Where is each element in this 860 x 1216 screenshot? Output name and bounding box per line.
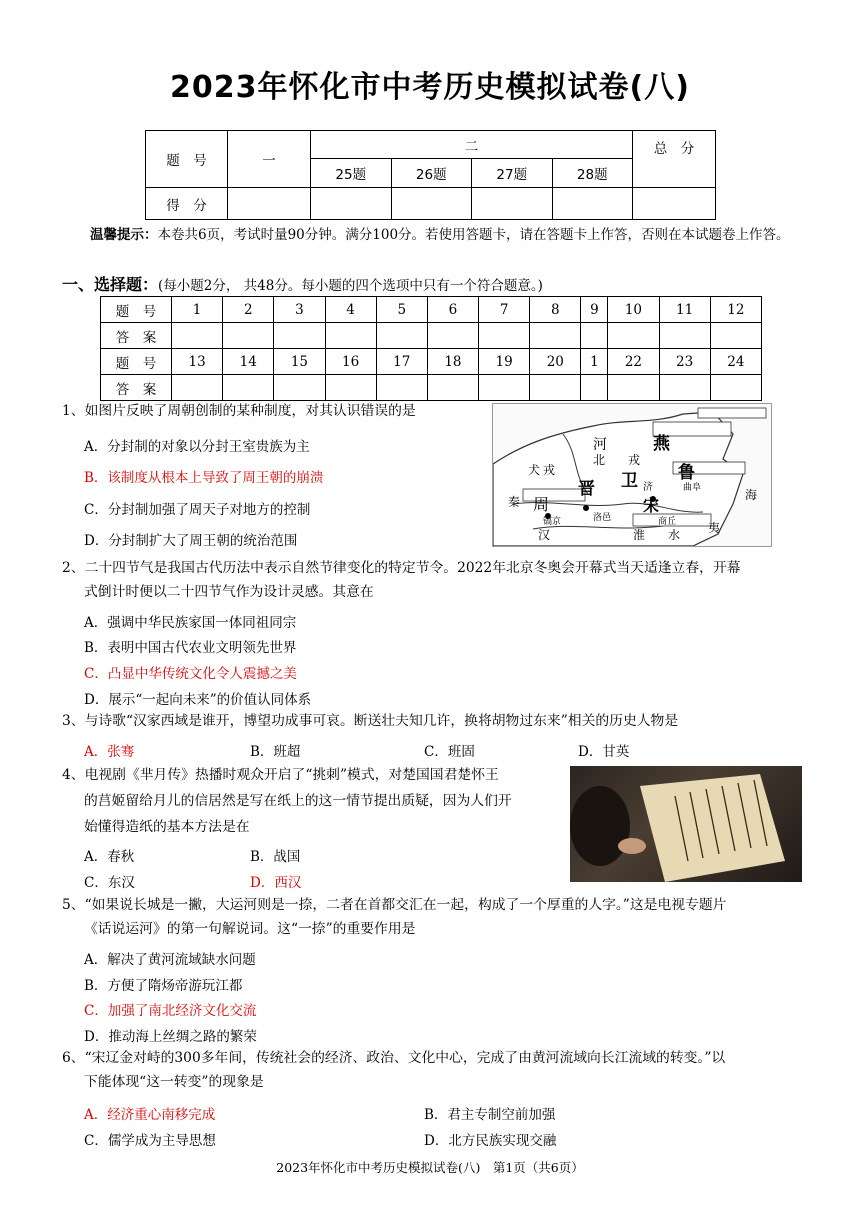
map-label: 晋: [578, 479, 595, 499]
map-label: 秦: [508, 495, 521, 509]
qnum: 15: [274, 349, 325, 375]
map-label: 宋: [643, 496, 660, 515]
answer-cell[interactable]: [530, 323, 581, 349]
map-label: 周: [533, 495, 550, 514]
qnum: 18: [427, 349, 478, 375]
score-sub-28: 28题: [552, 159, 633, 188]
qnum: 23: [659, 349, 710, 375]
answer-row-label: 题 号: [101, 297, 172, 323]
q6-option-b[interactable]: B．君主专制空前加强: [424, 1107, 556, 1123]
q5-option-b[interactable]: B．方便了隋炀帝游玩江都: [84, 978, 243, 994]
map-label: 燕: [653, 434, 670, 454]
qnum: 17: [376, 349, 427, 375]
question-6-stem-line1: 6、“宋辽金对峙的300多年间，传统社会的经济、政治、文化中心，完成了由黄河流域向长江流域的转变。”以: [62, 1050, 726, 1066]
score-cell[interactable]: [633, 188, 716, 220]
qnum: 9: [581, 297, 608, 323]
qnum: 1: [581, 349, 608, 375]
q3-option-a[interactable]: A．张骞: [84, 744, 135, 760]
answer-cell[interactable]: [223, 323, 274, 349]
section-title: 一、选择题：: [62, 275, 159, 294]
q1-option-b[interactable]: B．该制度从根本上导致了周王朝的崩溃: [84, 470, 324, 486]
question-2-stem-line1: 2、二十四节气是我国古代历法中表示自然节律变化的特定节令。2022年北京冬奥会开幕式当天适逢立春，开幕: [62, 560, 741, 576]
score-row-defen: 得 分: [146, 188, 228, 220]
answer-cell[interactable]: [325, 323, 376, 349]
answer-cell[interactable]: [581, 323, 608, 349]
map-label: 卫: [621, 471, 638, 491]
answer-cell[interactable]: [581, 375, 608, 401]
qnum: 16: [325, 349, 376, 375]
q4-option-d[interactable]: D．西汉: [250, 875, 302, 891]
question-1-stem: 1、如图片反映了周朝创制的某种制度，对其认识错误的是: [62, 403, 416, 419]
q2-option-a[interactable]: A．强调中华民族家国一体同祖同宗: [84, 615, 297, 631]
map-label: 济: [643, 482, 653, 493]
answer-cell[interactable]: [376, 323, 427, 349]
answer-cell[interactable]: [223, 375, 274, 401]
map-label: 镐京: [543, 517, 562, 527]
q6-option-a[interactable]: A．经济重心南移完成: [84, 1107, 216, 1123]
answer-cell[interactable]: [479, 375, 530, 401]
score-cell[interactable]: [552, 188, 633, 220]
q1-option-a[interactable]: A．分封制的对象以分封王室贵族为主: [84, 439, 310, 455]
map-label: 洛邑: [593, 513, 612, 523]
score-cell[interactable]: [391, 188, 472, 220]
q6-option-c[interactable]: C．儒学成为主导思想: [84, 1133, 216, 1149]
q5-option-d[interactable]: D．推动海上丝绸之路的繁荣: [84, 1029, 257, 1045]
answer-row-label: 答 案: [101, 375, 172, 401]
page-footer: 2023年怀化市中考历史模拟试卷(八) 第1页（共6页）: [276, 1160, 584, 1175]
map-graphic: [493, 404, 771, 546]
q4-option-a[interactable]: A．春秋: [84, 849, 135, 865]
zhou-fenfeng-map: [492, 403, 772, 547]
map-label: 商丘: [658, 517, 677, 527]
answer-table: [100, 296, 762, 401]
qnum: 24: [710, 349, 761, 375]
page-title: 2023年怀化市中考历史模拟试卷(八): [170, 70, 690, 105]
score-header-yi: 一: [228, 131, 311, 188]
answer-cell[interactable]: [608, 375, 659, 401]
map-label: 戎: [543, 463, 556, 477]
qnum: 4: [325, 297, 376, 323]
question-4-stem-line1: 4、电视剧《芈月传》热播时观众开启了“挑刺”模式，对楚国国君楚怀王: [62, 767, 499, 783]
answer-cell[interactable]: [325, 375, 376, 401]
letter-scroll-graphic: [570, 766, 802, 882]
qnum: 8: [530, 297, 581, 323]
qnum: 22: [608, 349, 659, 375]
section-note: (每小题2分， 共48分。每小题的四个选项中只有一个符合题意。): [158, 278, 543, 294]
answer-cell[interactable]: [710, 375, 761, 401]
answer-cell[interactable]: [274, 323, 325, 349]
qnum: 13: [172, 349, 223, 375]
question-5-stem-line2: 《话说运河》的第一句解说词。这“一捺”的重要作用是: [84, 921, 416, 937]
answer-cell[interactable]: [710, 323, 761, 349]
qnum: 6: [427, 297, 478, 323]
answer-cell[interactable]: [274, 375, 325, 401]
section-heading: [62, 272, 543, 295]
qnum: 7: [479, 297, 530, 323]
q2-option-d[interactable]: D．展示“一起向未来”的价值认同体系: [84, 692, 312, 708]
map-label: 犬: [528, 463, 541, 477]
answer-cell[interactable]: [659, 375, 710, 401]
q4-option-c[interactable]: C．东汉: [84, 875, 135, 891]
answer-row-label: 答 案: [101, 323, 172, 349]
score-sub-25: 25题: [311, 159, 392, 188]
qnum: 19: [479, 349, 530, 375]
map-label: 海: [745, 488, 758, 502]
map-label: 淮: [633, 528, 646, 542]
qnum: 12: [710, 297, 761, 323]
answer-cell[interactable]: [608, 323, 659, 349]
qnum: 20: [530, 349, 581, 375]
answer-cell[interactable]: [376, 375, 427, 401]
answer-cell[interactable]: [172, 375, 223, 401]
q6-option-d[interactable]: D．北方民族实现交融: [424, 1133, 557, 1149]
tip-text: 本卷共6页，考试时量90分钟。满分100分。若使用答题卡，请在答题卡上作答，否则在本试题卷上作答。: [157, 227, 790, 243]
map-label: 夷: [708, 521, 721, 535]
score-cell[interactable]: [311, 188, 392, 220]
question-6-stem-line2: 下能体现“这一转变”的现象是: [84, 1074, 264, 1090]
question-5-stem-line1: 5、“如果说长城是一撇，大运河则是一捺，二者在首都交汇在一起，构成了一个厚重的人字。”这是电视专题片: [62, 897, 727, 913]
q2-option-c[interactable]: C．凸显中华传统文化令人震撼之美: [84, 666, 297, 682]
qnum: 14: [223, 349, 274, 375]
question-2-stem-line2: 式倒计时便以二十四节气作为设计灵感。其意在: [84, 584, 374, 600]
answer-cell[interactable]: [172, 323, 223, 349]
qnum: 10: [608, 297, 659, 323]
score-header-tihao: 题 号: [146, 131, 228, 188]
q5-option-c[interactable]: C．加强了南北经济文化交流: [84, 1003, 257, 1019]
question-4-stem-line2: 的莒姬留给月儿的信居然是写在纸上的这一情节提出质疑，因为人们开: [84, 793, 512, 809]
score-cell[interactable]: [472, 188, 553, 220]
score-sub-27: 27题: [472, 159, 553, 188]
q3-option-b[interactable]: B．班超: [250, 744, 301, 760]
answer-cell[interactable]: [427, 375, 478, 401]
qnum: 2: [223, 297, 274, 323]
question-4-stem-line3: 始懂得造纸的基本方法是在: [84, 819, 250, 835]
map-label: 北: [593, 453, 606, 467]
q3-option-c[interactable]: C．班固: [424, 744, 475, 760]
q3-option-d[interactable]: D．甘英: [578, 744, 630, 760]
qnum: 11: [659, 297, 710, 323]
map-label: 鲁: [678, 463, 695, 483]
tip-label: 温馨提示：: [90, 227, 158, 243]
map-label: 曲阜: [683, 483, 702, 493]
map-label: 汉: [538, 528, 551, 542]
score-header-er: 二: [311, 131, 633, 159]
answer-cell[interactable]: [427, 323, 478, 349]
map-label: 河: [593, 437, 607, 453]
answer-row-label: 题 号: [101, 349, 172, 375]
q1-option-d[interactable]: D．分封制扩大了周王朝的统治范围: [84, 533, 298, 549]
score-sub-26: 26题: [391, 159, 472, 188]
question-3-stem: 3、与诗歌“汉家西域是谁开，博望功成事可哀。断送壮夫知几许，换将胡物过东来”相关的历史人物是: [62, 713, 679, 729]
qnum: 3: [274, 297, 325, 323]
answer-cell[interactable]: [479, 323, 530, 349]
letter-photo: [570, 766, 802, 882]
q2-option-b[interactable]: B．表明中国古代农业文明领先世界: [84, 640, 297, 656]
map-label: 戎: [628, 453, 641, 467]
score-table: [145, 130, 716, 220]
answer-cell[interactable]: [530, 375, 581, 401]
score-cell[interactable]: [228, 188, 311, 220]
q4-option-b[interactable]: B．战国: [250, 849, 301, 865]
qnum: 5: [376, 297, 427, 323]
qnum: 1: [172, 297, 223, 323]
map-label: 水: [668, 528, 681, 542]
score-header-total: 总 分: [633, 131, 716, 188]
q1-option-c[interactable]: C．分封制加强了周天子对地方的控制: [84, 502, 311, 518]
answer-cell[interactable]: [659, 323, 710, 349]
q5-option-a[interactable]: A．解决了黄河流域缺水问题: [84, 952, 256, 968]
exam-tip: [62, 224, 804, 247]
